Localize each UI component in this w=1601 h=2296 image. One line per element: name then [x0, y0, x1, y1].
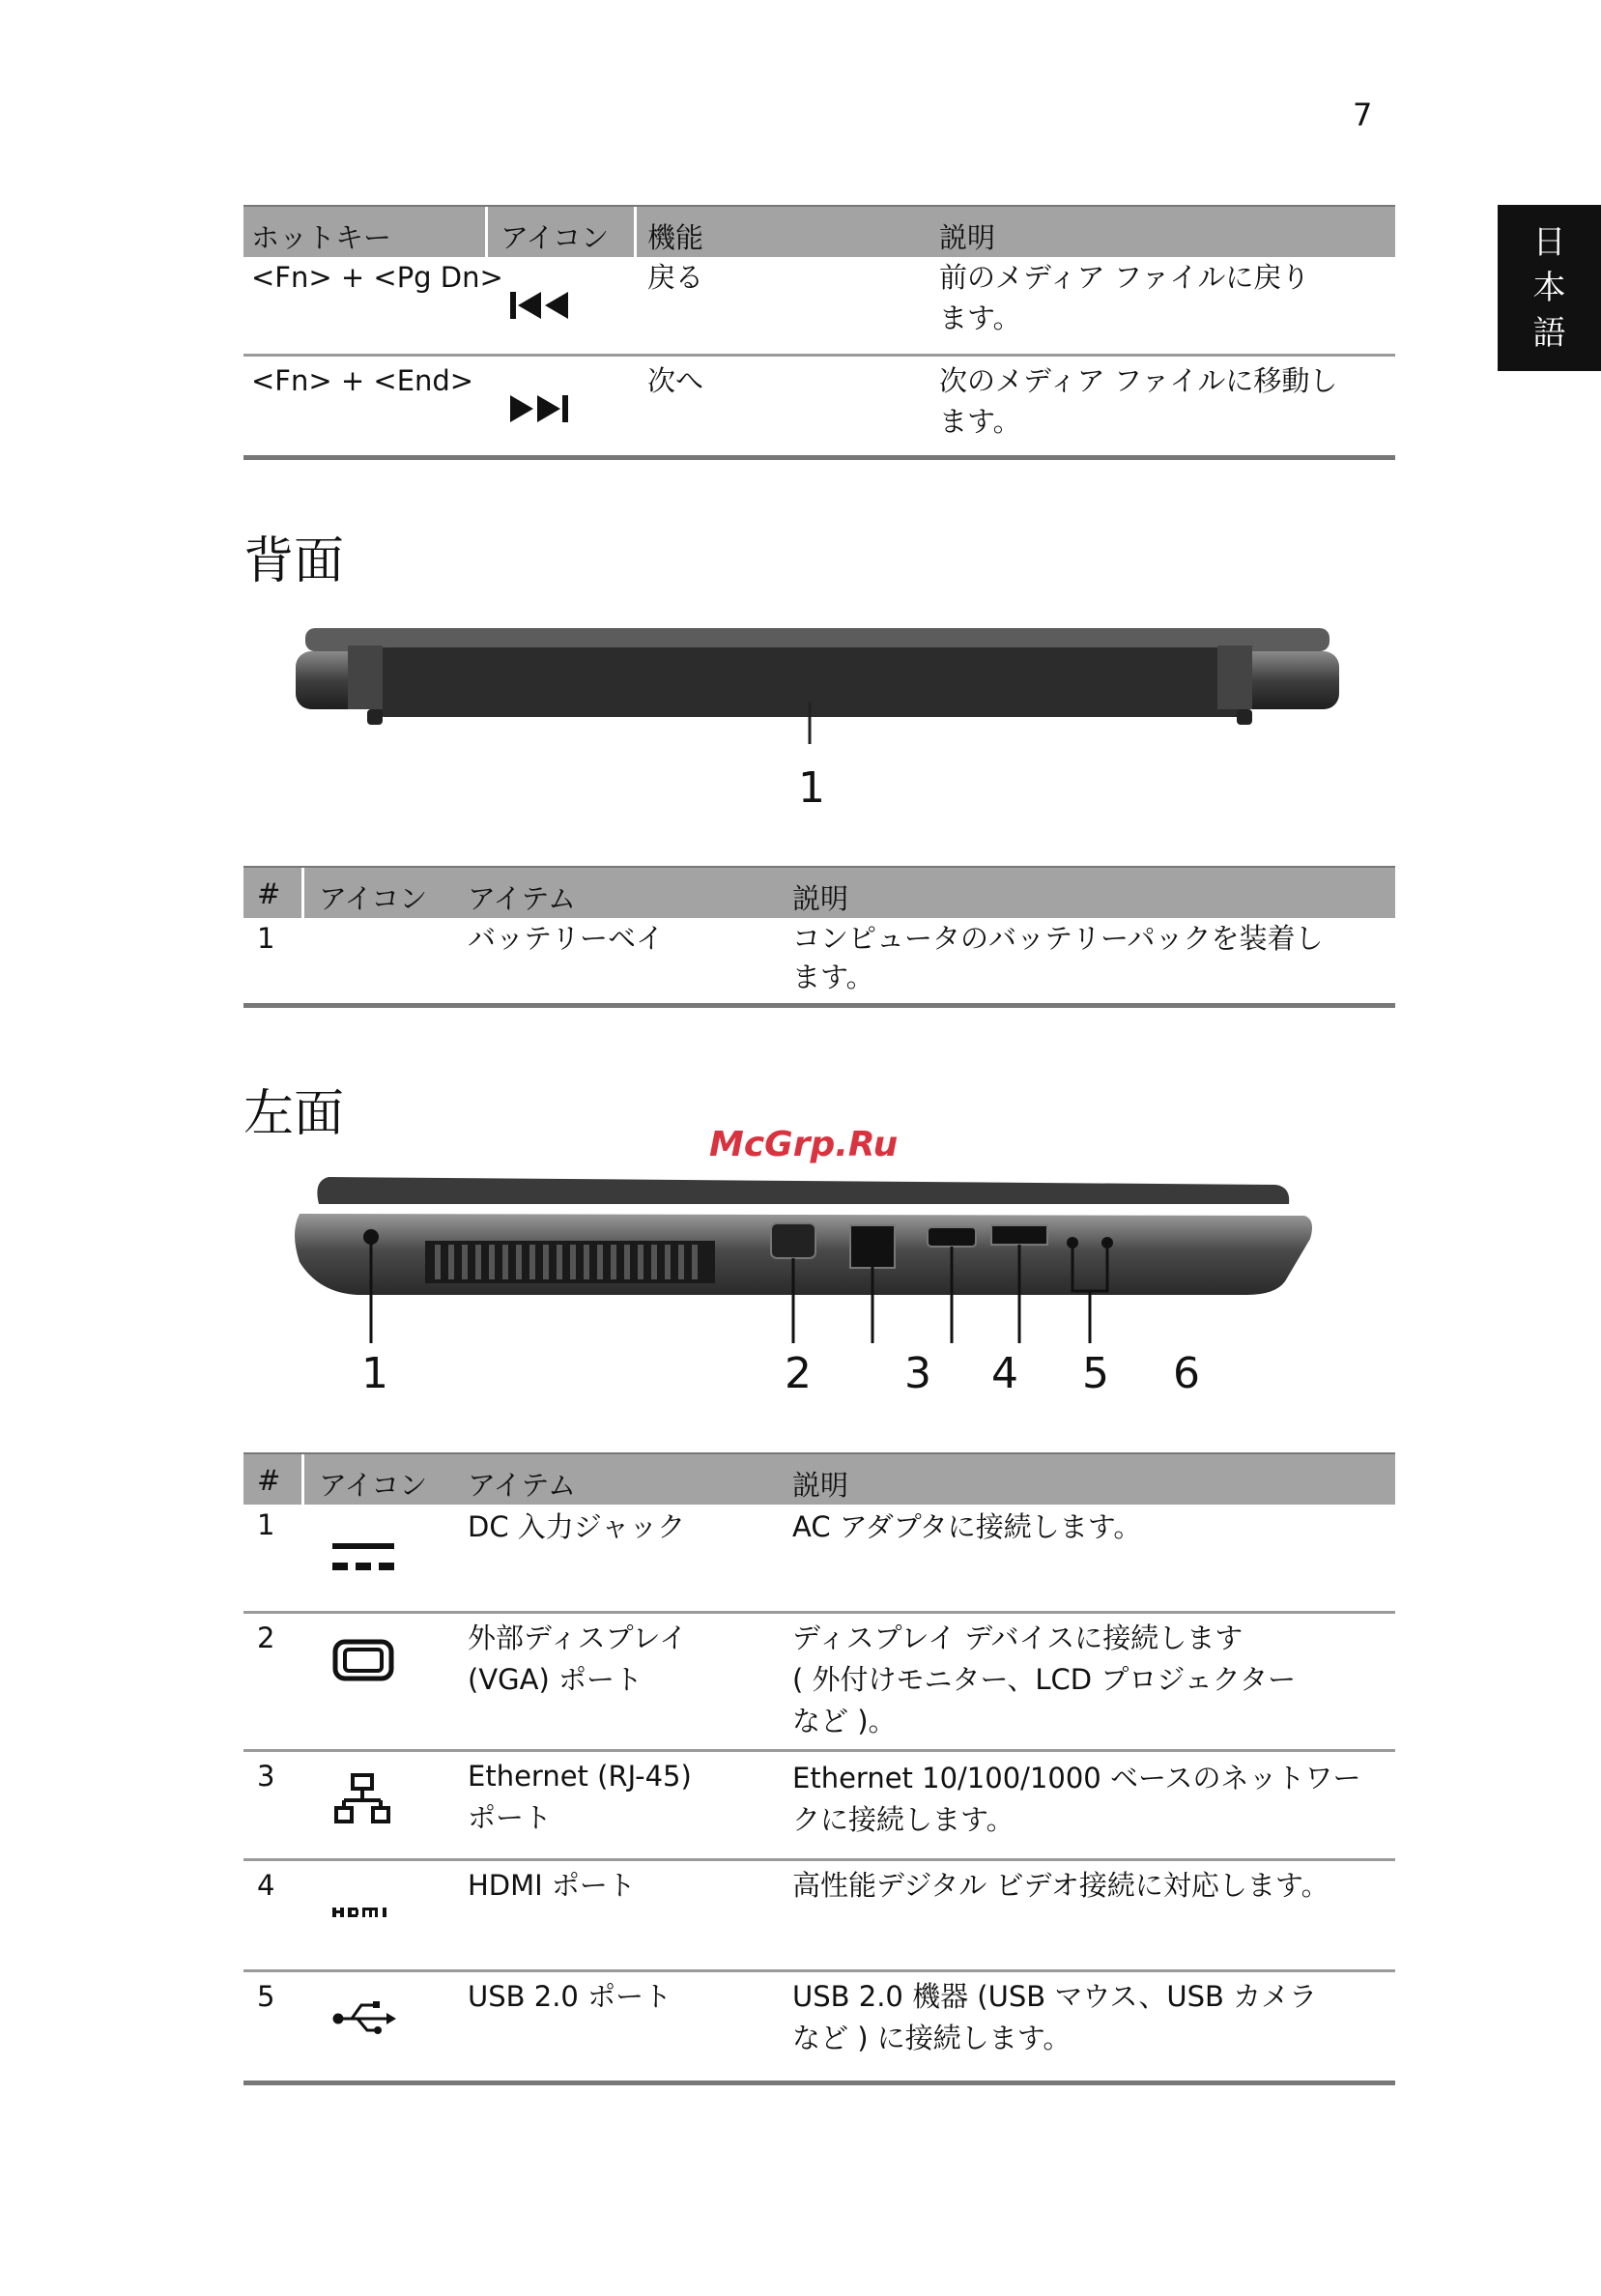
- header-icon: アイコン: [319, 882, 428, 915]
- description-cell-line2: ます。: [939, 405, 1021, 438]
- description-cell-line2: ( 外付けモニター、LCD プロジェクター: [792, 1663, 1297, 1696]
- number-cell: 3: [257, 1760, 275, 1793]
- rear-table: [243, 866, 1395, 1008]
- usb-icon: [332, 1997, 396, 2036]
- description-cell: 前のメディア ファイルに戻り: [939, 261, 1310, 294]
- function-cell: 戻る: [647, 261, 704, 294]
- callout-label: 1: [798, 763, 825, 813]
- hotkey-table: [243, 205, 1395, 460]
- laptop-rear-view-image: [290, 618, 1343, 744]
- hotkey-cell: <Fn> + <End>: [251, 364, 474, 397]
- column-divider: [301, 868, 304, 918]
- number-cell: 2: [257, 1622, 275, 1654]
- description-cell-line2: など ) に接続します。: [792, 2022, 1072, 2054]
- callout-label: 5: [1082, 1349, 1109, 1398]
- description-cell-line2: クに接続します。: [792, 1803, 1015, 1836]
- table-row: [243, 357, 1395, 460]
- header-hotkey: ホットキー: [251, 221, 392, 254]
- header-item: アイテム: [468, 882, 576, 915]
- table-header: [243, 1452, 1395, 1505]
- description-cell: Ethernet 10/100/1000 ベースのネットワー: [792, 1762, 1361, 1794]
- item-cell: DC 入力ジャック: [468, 1510, 686, 1543]
- table-header: [243, 205, 1395, 257]
- language-tab-char: 日: [1532, 222, 1566, 262]
- header-number: #: [257, 877, 281, 910]
- section-title-rear: 背面: [243, 532, 345, 590]
- ethernet-icon: [334, 1773, 390, 1825]
- next-track-icon: [508, 387, 586, 426]
- laptop-left-view-image: [280, 1165, 1343, 1349]
- table-row: [243, 918, 1395, 1008]
- item-cell: 外部ディスプレイ: [468, 1622, 688, 1654]
- callout-label: 4: [991, 1349, 1018, 1398]
- header-description: 説明: [939, 221, 996, 254]
- table-row: [243, 1972, 1395, 2085]
- number-cell: 5: [257, 1980, 275, 2013]
- header-function: 機能: [647, 221, 704, 254]
- column-divider: [634, 207, 637, 257]
- description-cell-line2: ます。: [939, 301, 1021, 334]
- callout-label: 2: [785, 1349, 812, 1398]
- language-tab: [1498, 205, 1601, 371]
- description-cell: AC アダプタに接続します。: [792, 1510, 1142, 1543]
- dc-power-icon: [332, 1539, 394, 1578]
- description-cell-line3: など )。: [792, 1705, 897, 1737]
- callout-label: 6: [1173, 1349, 1200, 1398]
- left-table: [243, 1452, 1395, 2085]
- header-icon: アイコン: [500, 221, 610, 254]
- header-description: 説明: [792, 882, 849, 915]
- vga-port-icon: [332, 1639, 394, 1681]
- item-cell: Ethernet (RJ-45): [468, 1760, 692, 1793]
- table-row: [243, 1752, 1395, 1861]
- header-item: アイテム: [468, 1469, 576, 1502]
- function-cell: 次へ: [647, 364, 704, 397]
- number-cell: 1: [257, 1508, 275, 1541]
- table-row: [243, 1505, 1395, 1614]
- table-header: [243, 866, 1395, 918]
- description-cell-line2: ます。: [792, 961, 874, 993]
- hdmi-icon: [332, 1906, 396, 1919]
- description-cell: 次のメディア ファイルに移動し: [939, 364, 1338, 397]
- callout-label: 3: [904, 1349, 931, 1398]
- number-cell: 1: [257, 922, 275, 955]
- previous-track-icon: [508, 284, 586, 323]
- header-icon: アイコン: [319, 1469, 428, 1502]
- description-cell: USB 2.0 機器 (USB マウス、USB カメラ: [792, 1980, 1318, 2013]
- item-cell: USB 2.0 ポート: [468, 1980, 672, 2013]
- watermark: McGrp.Ru: [709, 1125, 899, 1164]
- callout-label: 1: [361, 1349, 388, 1398]
- header-description: 説明: [792, 1469, 849, 1502]
- language-tab-char: 語: [1532, 313, 1566, 353]
- table-row: [243, 1614, 1395, 1752]
- table-row: [243, 1861, 1395, 1972]
- item-cell-line2: (VGA) ポート: [468, 1663, 643, 1696]
- hotkey-cell: <Fn> + <Pg Dn>: [251, 261, 503, 294]
- column-divider: [301, 1454, 304, 1505]
- column-divider: [485, 207, 488, 257]
- item-cell: HDMI ポート: [468, 1869, 636, 1902]
- description-cell: ディスプレイ デバイスに接続します: [792, 1622, 1244, 1654]
- language-tab-char: 本: [1532, 268, 1566, 307]
- header-number: #: [257, 1464, 281, 1497]
- description-cell: コンピュータのバッテリーパックを装着し: [792, 922, 1324, 955]
- number-cell: 4: [257, 1869, 275, 1902]
- item-cell-line2: ポート: [468, 1801, 553, 1834]
- table-row: [243, 257, 1395, 357]
- item-cell: バッテリーベイ: [468, 922, 665, 955]
- page-number: 7: [1353, 97, 1373, 133]
- section-title-left: 左面: [243, 1085, 345, 1143]
- description-cell: 高性能デジタル ビデオ接続に対応します。: [792, 1869, 1329, 1902]
